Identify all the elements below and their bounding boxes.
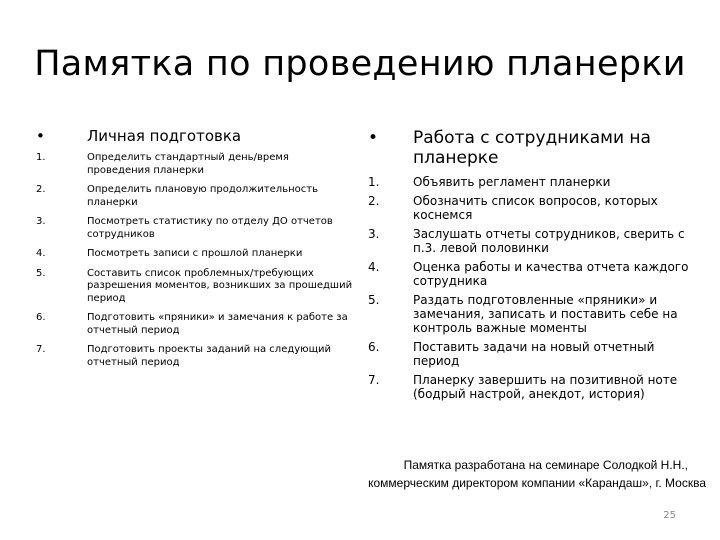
item-text: Поставить задачи на новый отчетный период	[413, 340, 655, 368]
item-number: 5.	[368, 293, 380, 307]
page-number: 25	[663, 510, 676, 521]
item-text: Раздать подготовленные «пряники» и замечания, записать и поставить себе на контроль важные моменты	[413, 293, 678, 335]
item-text: Подготовить проекты заданий на следующий отчетный период	[87, 344, 332, 368]
item-number: 5.	[36, 267, 46, 279]
list-item	[36, 344, 354, 369]
item-number: 3.	[368, 227, 380, 241]
item-number: 7.	[36, 344, 46, 355]
list-item	[368, 373, 700, 401]
left-heading-text: Личная подготовка	[87, 127, 242, 145]
list-item	[36, 216, 354, 241]
list-item	[368, 293, 700, 335]
bullet-icon: •	[368, 128, 379, 148]
left-heading	[36, 128, 354, 145]
item-number: 4.	[36, 248, 46, 259]
item-text: Посмотреть статистику по отделу ДО отчетов сотрудников	[87, 216, 333, 240]
item-number: 6.	[36, 312, 46, 323]
slide-title: Памятка по проведению планерки	[34, 44, 686, 84]
list-item	[36, 184, 354, 209]
right-column	[368, 128, 700, 406]
item-text: Определить плановую продолжительность планерки	[87, 184, 318, 208]
item-number: 2.	[36, 184, 46, 195]
item-text: Посмотреть записи с прошлой планерки	[87, 248, 303, 259]
list-item	[368, 227, 700, 255]
item-text: Обозначить список вопросов, которых коснемся	[413, 194, 658, 222]
item-text: Оценка работы и качества отчета каждого сотрудника	[413, 260, 689, 288]
credit-line-2: коммерческим директором компании «Карандаш», г. Москва	[368, 476, 706, 490]
item-number: 7.	[368, 373, 380, 387]
list-item	[36, 268, 354, 306]
left-column	[36, 128, 354, 376]
item-number: 1.	[368, 175, 380, 189]
credit-note	[286, 456, 706, 492]
item-number: 1.	[36, 152, 46, 163]
item-text: Объявить регламент планерки	[413, 175, 611, 189]
right-heading	[368, 128, 700, 168]
list-item	[368, 194, 700, 222]
list-item	[368, 260, 700, 288]
right-heading-text: Работа с сотрудниками на планерке	[413, 128, 651, 168]
right-list	[368, 175, 700, 401]
item-text: Заслушать отчеты сотрудников, сверить с п.3. левой половинки	[413, 227, 685, 255]
item-text: Подготовить «пряники» и замечания к работе за отчетный период	[87, 312, 348, 336]
item-number: 4.	[368, 260, 380, 274]
item-text: Планерку завершить на позитивной ноте (бодрый настрой, анекдот, история)	[413, 373, 678, 401]
item-number: 6.	[368, 340, 380, 354]
list-item	[36, 248, 354, 261]
list-item	[36, 312, 354, 337]
item-number: 2.	[368, 194, 380, 208]
item-number: 3.	[36, 216, 46, 227]
item-text: Составить список проблемных/требующих разрешения моментов, возникших за прошедший период	[87, 267, 353, 304]
credit-line-1: Памятка разработана на семинаре Солодкой Н.Н.,	[403, 458, 688, 472]
list-item	[36, 152, 354, 177]
bullet-icon: •	[36, 127, 45, 145]
left-list	[36, 152, 354, 369]
list-item	[368, 340, 700, 368]
list-item	[368, 175, 700, 189]
item-text: Определить стандартный день/время проведения планерки	[87, 152, 289, 176]
